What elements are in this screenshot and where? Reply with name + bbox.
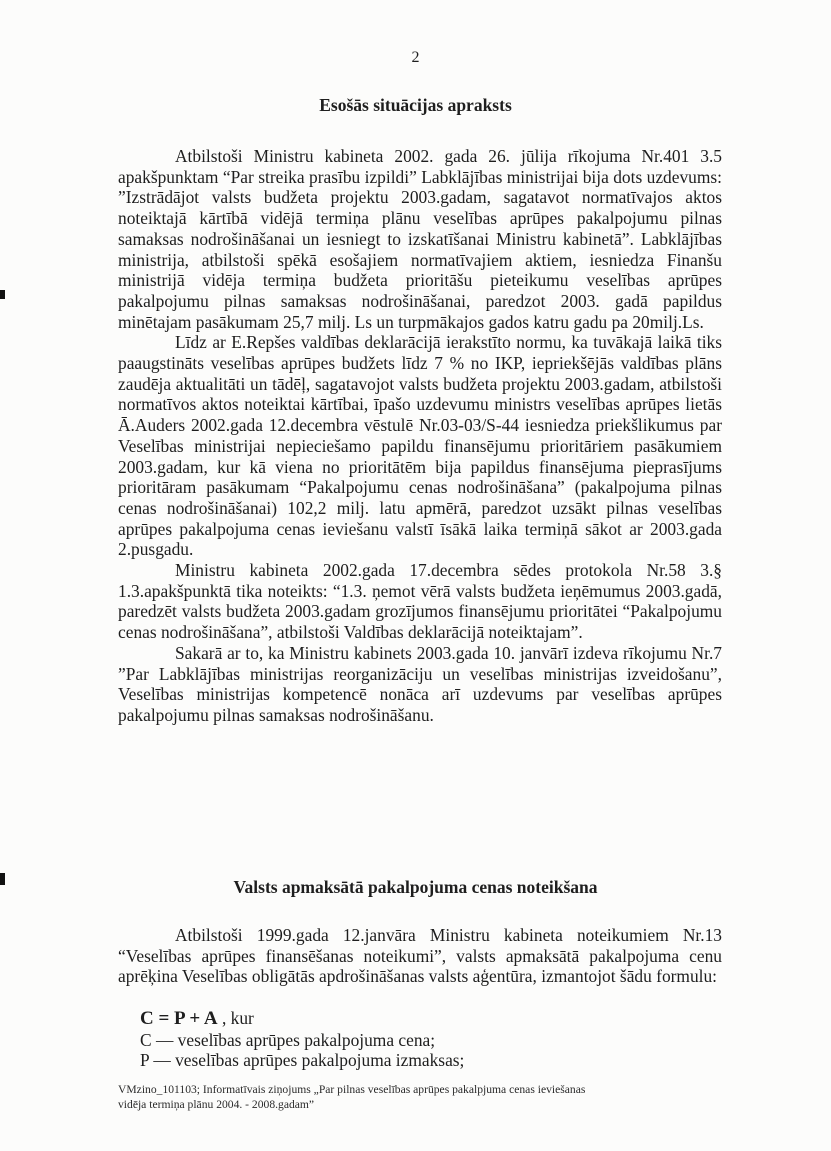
paragraph: Atbilstoši Ministru kabineta 2002. gada 26. jūlija rīkojuma Nr.401 3.5 apakšpunktam “Par streika prasību izpildi” Labklājības ministrijai bija dots uzdevums: ”Izstrādājot valsts budžeta projektu 2003.gadam, sagatavot normatīvajos aktos noteiktajā kārtībā vidējā termiņa plānu veselības aprūpes pakalpojumu pilnas samaksas nodrošināšanai un iesniegt to izskatīšanai Ministru kabinetā”. Labklājības ministrija, atbilstoši spēkā esošajiem normatīvajiem aktiem, iesniedza Finanšu ministrijā vidēja termiņa budžeta prioritāšu pieteikumu veselības aprūpes pakalpojumu pilnas samaksas nodrošināšanai, paredzot 2003. gadā papildus minētajam pasākumam 25,7 milj. Ls un turpmākajos gados katru gadu pa 20milj.Ls. [118, 146, 722, 332]
formula-definition: P — veselības aprūpes pakalpojuma izmaksas; [140, 1050, 465, 1071]
formula-block [118, 1008, 722, 1071]
section-heading-situation: Esošās situācijas apraksts [319, 95, 512, 115]
formula [118, 1008, 722, 1030]
paragraph: Līdz ar E.Repšes valdības deklarācijā ierakstīto normu, ka tuvākajā laikā tiks paaugstināts veselības aprūpes budžets līdz 7 % no IKP, iepriekšējās valdības plāns zaudēja aktualitāti un tādēļ, sagatavojot valsts budžeta projektu 2003.gadam, atbilstoši normatīvos aktos noteiktai kārtībai, īpašo uzdevumu ministrs veselības aprūpes lietās Ā.Auders 2002.gada 12.decembra vēstulē Nr.03-03/S-44 iesniedza priekšlikumus par Veselības ministrijai nepieciešamo papildu finansējumu prioritāriem pasākumiem 2003.gadam, kur kā viena no prioritātēm bija papildus finansējuma pieprasījums prioritāram pasākumam “Pakalpojumu cenas nodrošināšana” (pakalpojuma pilnas cenas nodrošināšanai) 102,2 milj. latu apmērā, paredzot uzsākt pilnas veselības aprūpes pakalpojuma cenas ieviešanu valstī īsākā laika termiņā sākot ar 2003.gada 2.pusgadu. [118, 332, 722, 560]
footer-line: VMzino_101103; Informatīvais ziņojums „Par pilnas veselības aprūpes pakalpjuma cenas ieviešanas [118, 1083, 586, 1096]
paragraph: Sakarā ar to, ka Ministru kabinets 2003.gada 10. janvārī izdeva rīkojumu Nr.7 ”Par Labklājības ministrijas reorganizāciju un veselības ministrijas izveidošanu”, Veselības ministrijas kompetencē nonāca arī uzdevums par veselības aprūpes pakalpojumu pilnas samaksas nodrošināšanu. [118, 642, 722, 725]
page-number: 2 [411, 49, 420, 66]
section-body-situation [118, 146, 722, 726]
scan-edge-mark [0, 290, 5, 299]
formula-definition: C — veselības aprūpes pakalpojuma cena; [140, 1029, 436, 1050]
formula-expression: C = P + A [140, 1008, 218, 1029]
section-heading-price: Valsts apmaksātā pakalpojuma cenas noteikšana [233, 877, 598, 897]
paragraph: Atbilstoši 1999.gada 12.janvāra Ministru kabineta noteikumiem Nr.13 “Veselības aprūpes finansēšanas noteikumi”, valsts apmaksātā pakalpojuma cenu aprēķina Veselības obligātās apdrošināšanas valsts aģentūra, izmantojot šādu formulu: [118, 925, 722, 987]
formula-suffix: , kur [217, 1008, 254, 1028]
paragraph: Ministru kabineta 2002.gada 17.decembra sēdes protokola Nr.58 3.§ 1.3.apakšpunktā tika noteikts: “1.3. ņemot vērā valsts budžeta ieņēmumus 2003.gadā, paredzēt valsts budžeta 2003.gadam grozījumos finansējumu prioritātei “Pakalpojumu cenas nodrošināšana”, atbilstoši Valdības deklarācijā noteiktajam”. [118, 560, 722, 643]
page-footer [118, 1082, 730, 1112]
section-body-price [118, 925, 722, 987]
footer-line: vidēja termiņa plānu 2004. - 2008.gadam” [118, 1098, 315, 1111]
